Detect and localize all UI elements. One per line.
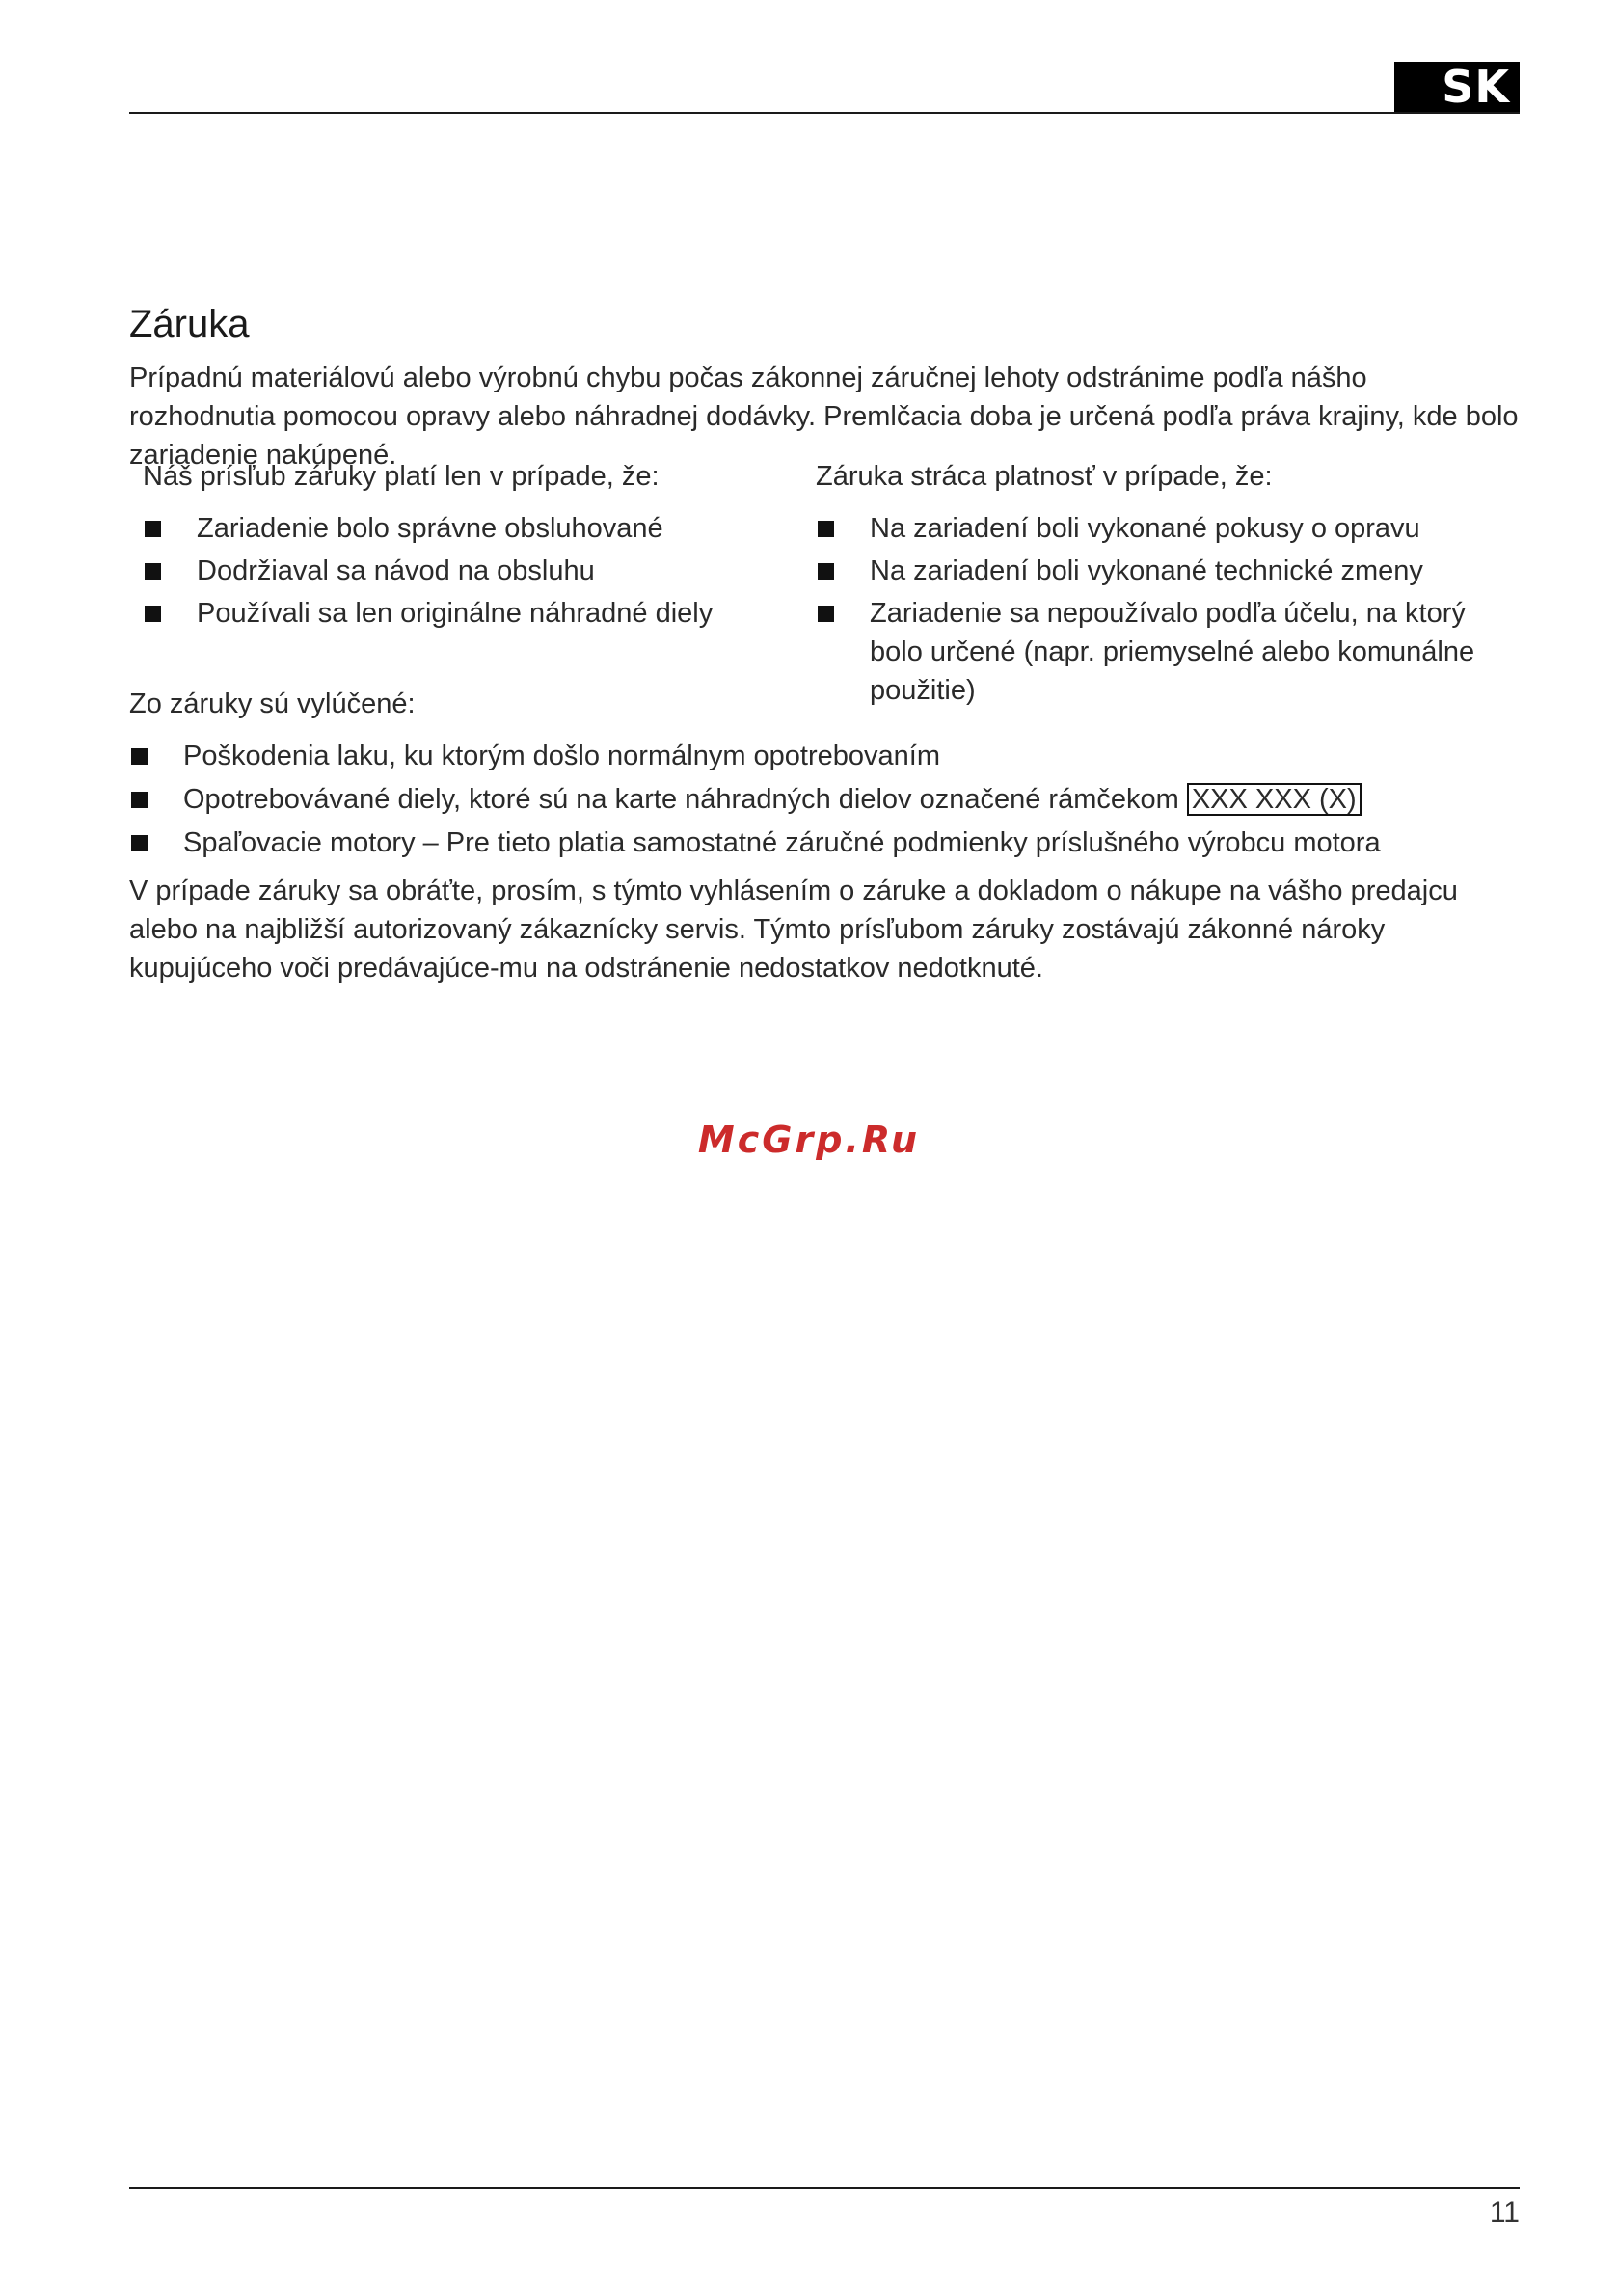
valid-conditions-list bbox=[143, 509, 760, 633]
list-item bbox=[816, 552, 1520, 590]
page-number: 11 bbox=[1489, 2197, 1520, 2228]
list-item-text: Poškodenia laku, ku ktorým došlo normálnym opotrebovaním bbox=[183, 741, 940, 771]
list-item bbox=[129, 824, 1520, 862]
list-item bbox=[143, 552, 760, 590]
list-item bbox=[816, 509, 1520, 548]
list-item-text: Na zariadení boli vykonané technické zmeny bbox=[870, 555, 1423, 586]
void-conditions-heading: Záruka stráca platnosť v prípade, že: bbox=[816, 461, 1273, 492]
list-item-text: Zariadenie bolo správne obsluhované bbox=[197, 513, 663, 544]
language-badge: SK bbox=[1394, 62, 1520, 112]
exclusions-heading: Zo záruky sú vylúčené: bbox=[129, 689, 416, 719]
list-item-text: Spaľovacie motory – Pre tieto platia samostatné záručné podmienky príslušného výrobcu motora bbox=[183, 827, 1381, 858]
section-title: Záruka bbox=[129, 303, 250, 345]
list-item bbox=[129, 780, 1520, 819]
bullet-square-icon bbox=[145, 606, 161, 622]
bullet-square-icon bbox=[131, 835, 148, 851]
bullet-square-icon bbox=[131, 792, 148, 808]
exclusions-list bbox=[129, 737, 1520, 862]
bullet-square-icon bbox=[818, 563, 834, 580]
list-item bbox=[143, 509, 760, 548]
exclusions bbox=[129, 685, 1520, 867]
part-code-box: XXX XXX (X) bbox=[1187, 783, 1362, 816]
list-item bbox=[143, 594, 760, 633]
header-rule bbox=[129, 112, 1520, 114]
list-item-text: Zariadenie sa nepoužívalo podľa účelu, na ktorý bolo určené (napr. priemyselné alebo komunálne použitie) bbox=[870, 598, 1475, 706]
outro-paragraph: V prípade záruky sa obráťte, prosím, s týmto vyhlásením o záruke a dokladom o nákupe na vášho predajcu alebo na najbližší autorizovaný zákaznícky servis. Týmto prísľubom záruky zostávajú zákonné nároky kupujúceho voči predávajúce-mu na odstránenie nedostatkov nedotknuté. bbox=[129, 876, 1458, 984]
valid-conditions bbox=[143, 457, 760, 636]
footer-rule bbox=[129, 2187, 1520, 2189]
intro-paragraph: Prípadnú materiálovú alebo výrobnú chybu počas zákonnej záručnej lehoty odstránime podľa nášho rozhodnutia pomocou opravy alebo náhradnej dodávky. Premlčacia doba je určená podľa práva krajiny, kde bolo zariadenie nakúpené. bbox=[129, 363, 1519, 471]
void-conditions-list bbox=[816, 509, 1520, 710]
list-item-text: Používali sa len originálne náhradné diely bbox=[197, 598, 714, 629]
valid-conditions-heading: Náš prísľub záruky platí len v prípade, že: bbox=[143, 461, 660, 492]
watermark: McGrp.Ru bbox=[697, 1119, 921, 1161]
bullet-square-icon bbox=[145, 521, 161, 537]
void-conditions bbox=[816, 457, 1520, 714]
bullet-square-icon bbox=[818, 521, 834, 537]
list-item bbox=[129, 737, 1520, 775]
bullet-square-icon bbox=[131, 748, 148, 765]
bullet-square-icon bbox=[818, 606, 834, 622]
list-item-text: Opotrebovávané diely, ktoré sú na karte náhradných dielov označené rámčekom bbox=[183, 784, 1179, 815]
list-item-text: Dodržiaval sa návod na obsluhu bbox=[197, 555, 595, 586]
bullet-square-icon bbox=[145, 563, 161, 580]
list-item-text: Na zariadení boli vykonané pokusy o opravu bbox=[870, 513, 1420, 544]
